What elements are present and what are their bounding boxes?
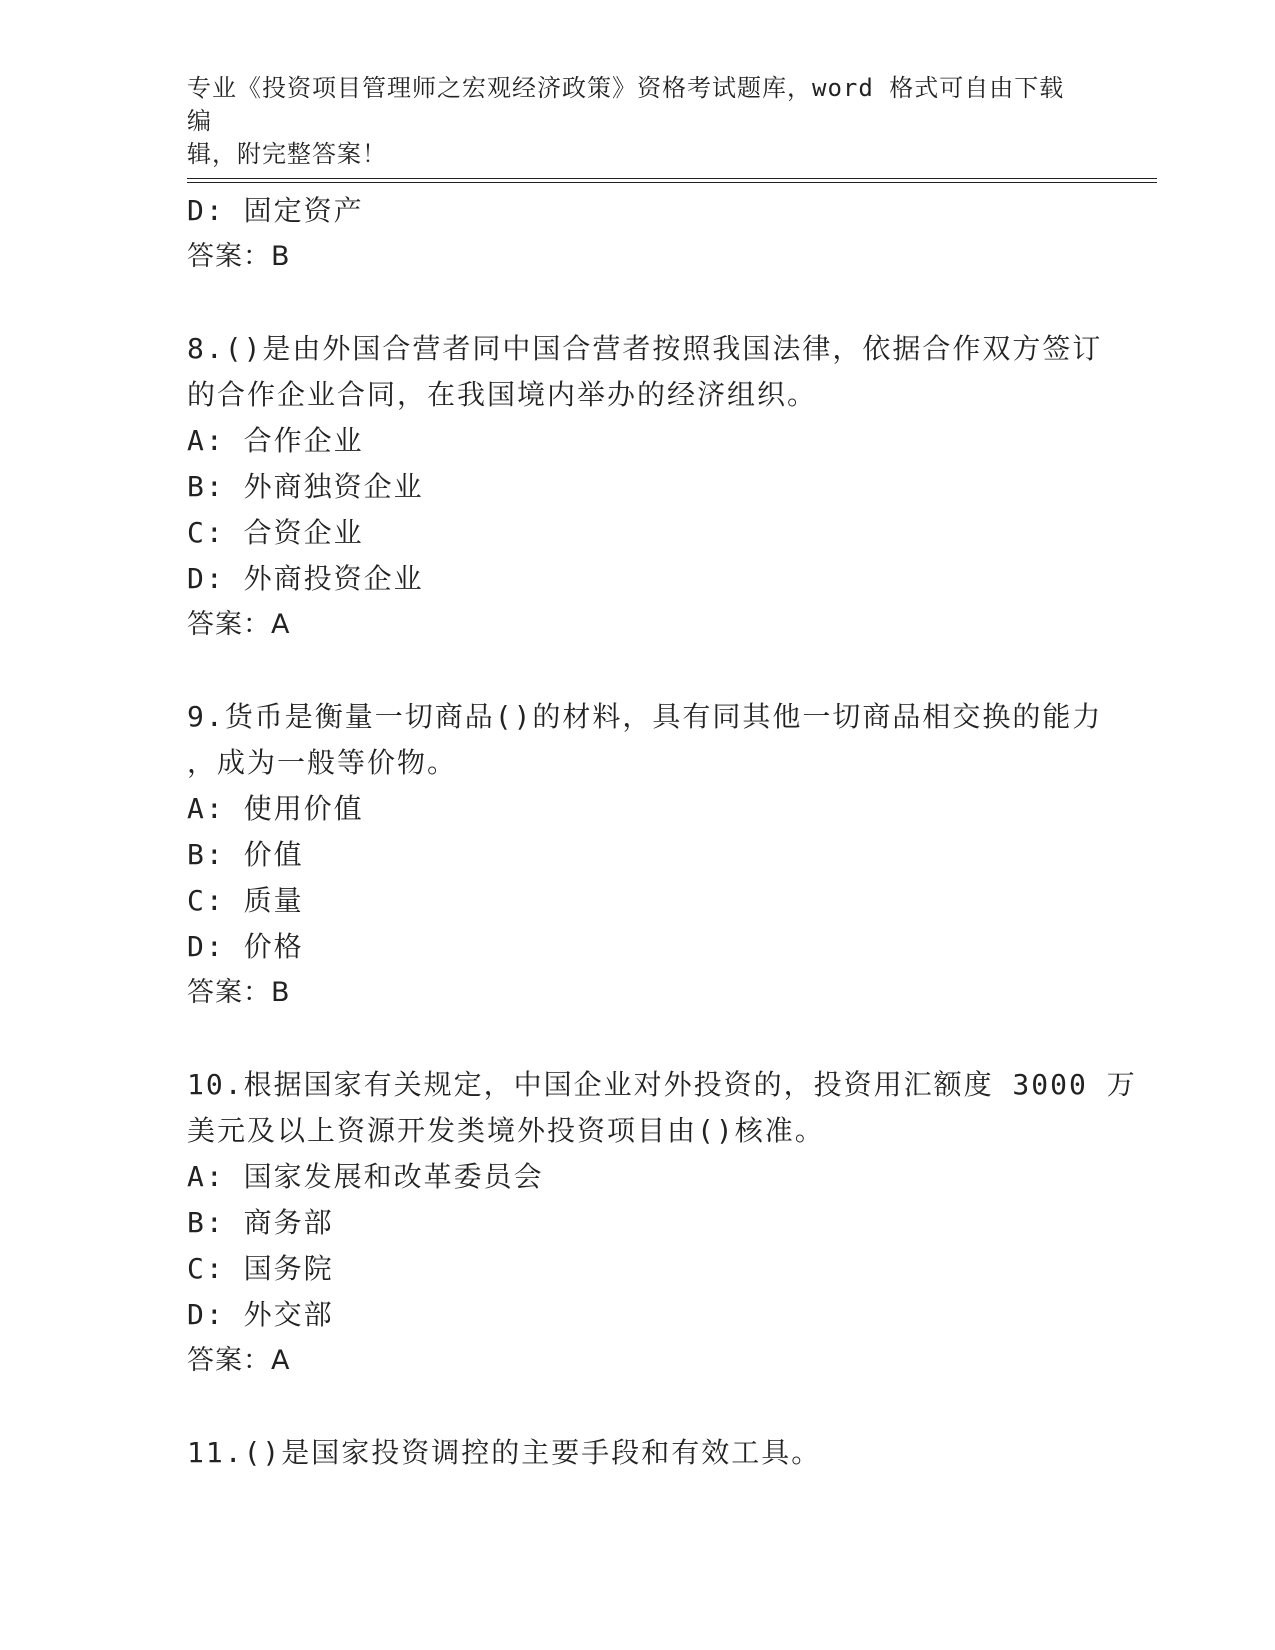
question-10 [187, 1062, 1137, 1384]
question-stem-line-1: 9.货币是衡量一切商品()的材料，具有同其他一切商品相交换的能力 [187, 700, 1103, 733]
option-d: D: 外商投资企业 [187, 562, 424, 595]
option-d: D: 固定资产 [187, 194, 364, 227]
question-stem-line-2: 美元及以上资源开发类境外投资项目由()核准。 [187, 1114, 825, 1147]
document-page [187, 0, 1157, 1650]
option-d: D: 价格 [187, 930, 304, 963]
header-line-2: 辑，附完整答案！ [187, 140, 387, 168]
document-header [187, 72, 1087, 171]
question-11 [187, 1430, 1087, 1476]
question-stem-line-2: 的合作企业合同，在我国境内举办的经济组织。 [187, 378, 818, 411]
question-stem-line-1: 11.()是国家投资调控的主要手段和有效工具。 [187, 1436, 822, 1469]
option-a: A: 合作企业 [187, 424, 364, 457]
question-stem-line-2: ，成为一般等价物。 [187, 746, 458, 779]
question-stem-line-1: 8.()是由外国合营者同中国合营者按照我国法律，依据合作双方签订 [187, 332, 1103, 365]
option-b: B: 商务部 [187, 1206, 334, 1239]
option-a: A: 使用价值 [187, 792, 364, 825]
option-b: B: 外商独资企业 [187, 470, 424, 503]
answer-line: 答案：B [187, 977, 291, 1008]
answer-line: 答案：B [187, 241, 291, 272]
option-c: C: 质量 [187, 884, 304, 917]
answer-line: 答案：A [187, 609, 291, 640]
answer-line: 答案：A [187, 1345, 291, 1376]
option-a: A: 国家发展和改革委员会 [187, 1160, 544, 1193]
header-line-1: 专业《投资项目管理师之宏观经济政策》资格考试题库，word 格式可自由下载编 [187, 74, 1065, 135]
option-d: D: 外交部 [187, 1298, 334, 1331]
option-b: B: 价值 [187, 838, 304, 871]
question-stem-line-1: 10.根据国家有关规定，中国企业对外投资的，投资用汇额度 3000 万 [187, 1068, 1137, 1101]
option-c: C: 合资企业 [187, 516, 364, 549]
question-9 [187, 694, 1103, 1016]
question-list [187, 188, 1137, 1476]
option-c: C: 国务院 [187, 1252, 334, 1285]
question-8 [187, 326, 1103, 648]
header-divider [187, 178, 1157, 183]
question-7-tail [187, 188, 1087, 280]
